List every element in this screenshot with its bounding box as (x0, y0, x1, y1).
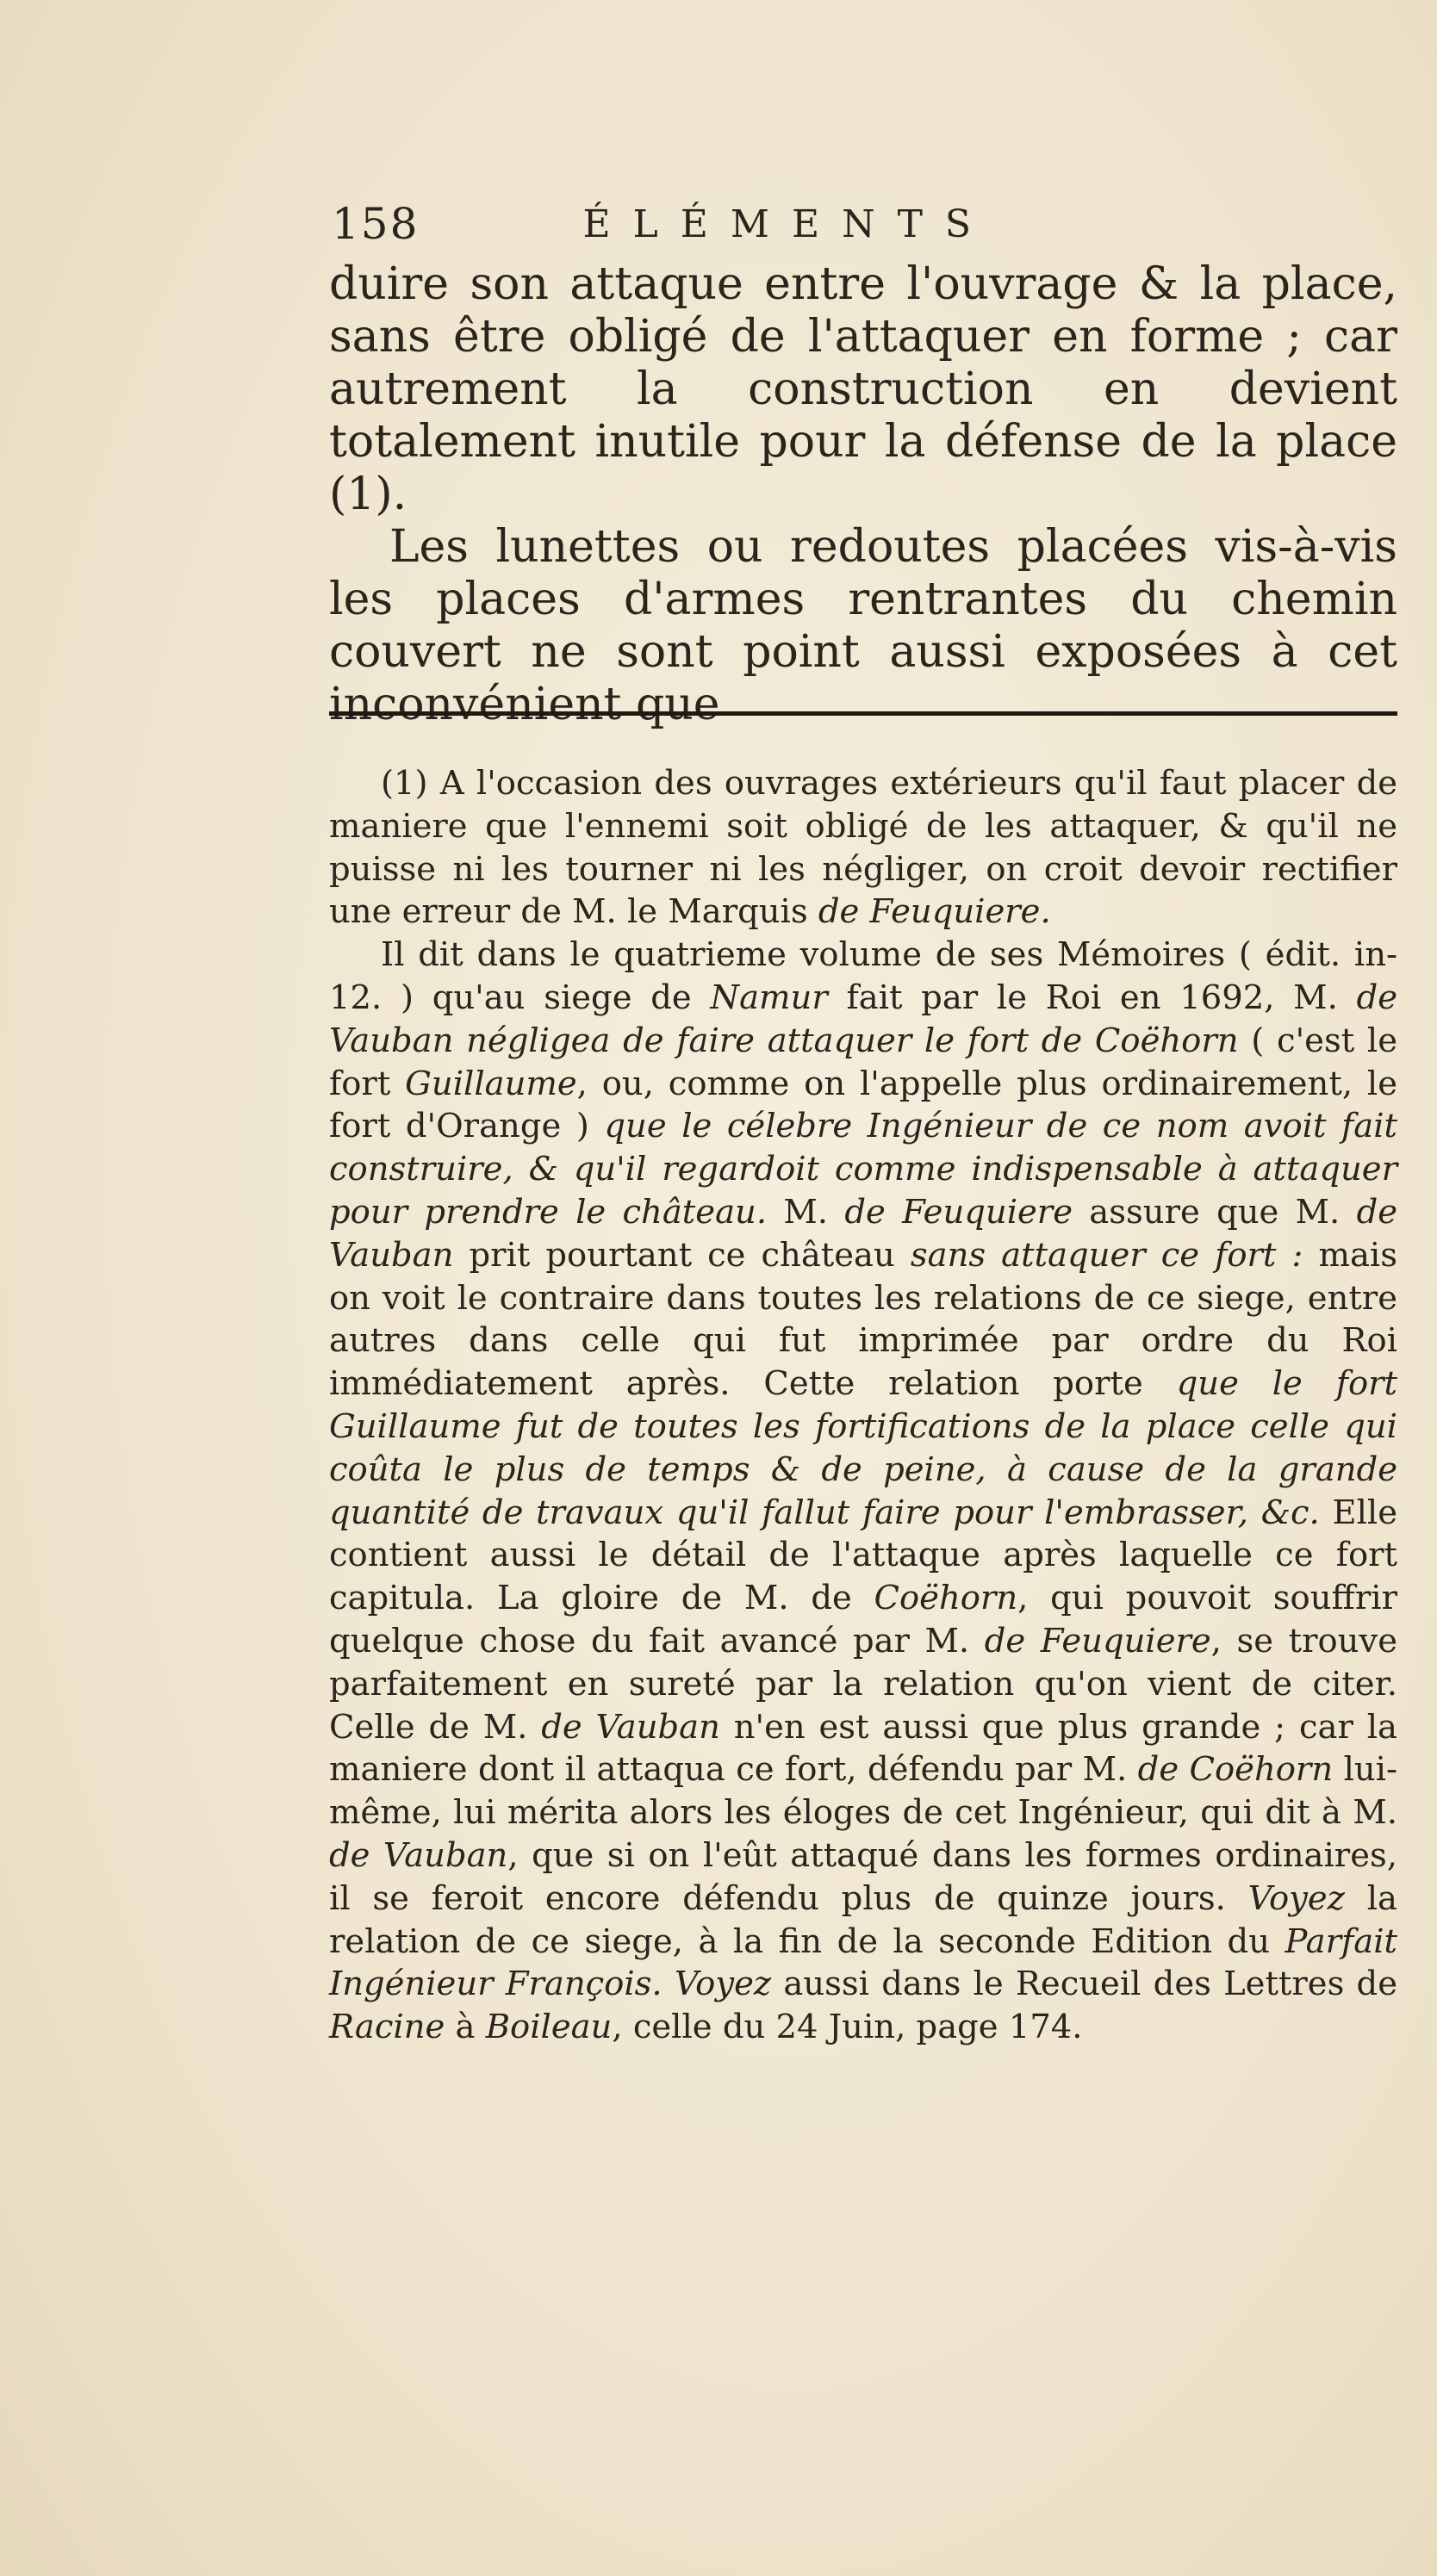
footnote-text: (1) A l'occasion des ouvrages extérieurs qu'il faut placer de maniere que l'ennemi soit obligé de les attaquer, & qu'il ne puisse ni les tourner ni les négliger, on croit devoir rectifier une erreur de M. le Marquis (329, 764, 1397, 932)
paragraph-2: Les lunettes ou redoutes placées vis-à-vis les places d'armes rentrantes du chemin couvert ne sont point aussi exposées à cet inconvénient que (329, 521, 1397, 730)
footnote-italic: Voyez (1247, 1878, 1345, 1918)
running-head: ÉLÉMENTS (582, 202, 994, 246)
footnote-italic: de Feuquiere (984, 1621, 1211, 1660)
footnote-text: mais on voit le contraire dans toutes les relations de ce siege, entre autres dans celle qui fut imprimée par ordre du Roi immédiatement après. Cette relation porte (329, 1235, 1397, 1404)
footnote-text: aussi dans le Recueil des Lettres de (771, 1965, 1397, 2004)
footnote-text: la relation de ce siege, à la fin de la seconde Edition du (329, 1878, 1397, 1961)
footnote-text: Il dit dans le quatrieme volume de ses Mémoires ( édit. in-12. ) qu'au siege de (329, 935, 1397, 1017)
footnote-italic: Racine (329, 2008, 445, 2047)
footnote-italic: que le fort Guillaume fut de toutes les fortifications de la place celle qui coûta le plus de temps & de peine, à cause de la grande quantité de travaux qu'il fallut faire pour l'embrasser, &c. (329, 1364, 1398, 1532)
footnote-text: , celle du 24 Juin, page 174. (612, 2008, 1083, 2047)
footnote-italic: de Vauban négligea de faire attaquer le fort de Coëhorn (329, 978, 1397, 1060)
footnote-divider (329, 711, 1397, 716)
footnote-1 (329, 762, 1397, 934)
footnote-text: n'en est aussi que plus grande ; car la maniere dont il attaqua ce fort, défendu par M. (329, 1707, 1397, 1790)
footnote-text: fait par le Roi en 1692, M. (827, 978, 1357, 1017)
footnote-text: lui-même, lui mérita alors les éloges de cet Ingénieur, qui dit à M. (329, 1750, 1398, 1833)
paragraph-1: duire son attaque entre l'ouvrage & la place, sans être obligé de l'attaquer en forme ; car autrement la construction en devient totalement inutile pour la défense de la place (1). (329, 258, 1397, 520)
footnote-2 (329, 934, 1397, 2049)
footnote-text: prit pourtant ce château (453, 1235, 911, 1275)
footnote-text: , que si on l'eût attaqué dans les formes ordinaires, il se feroit encore défendu plus de quinze jours. (329, 1835, 1397, 1918)
footnote-italic: de Coëhorn (1137, 1750, 1334, 1790)
footnote-text: , qui pouvoit souffrir quelque chose du fait avancé par M. (329, 1579, 1397, 1660)
footnote-text: assure que M. (1073, 1192, 1357, 1232)
footnote-text: ( c'est le fort (329, 1021, 1397, 1103)
footnote-text: Elle contient aussi le détail de l'attaque après laquelle ce fort capitula. La gloire de M. de (329, 1493, 1397, 1618)
footnote-italic: de Vauban (329, 1835, 508, 1875)
footnote-text: , ou, comme on l'appelle plus ordinairement, le fort d'Orange ) (329, 1064, 1397, 1146)
footnote-italic: Guillaume (405, 1064, 577, 1103)
footnote-text: M. (767, 1192, 845, 1232)
footnote-italic: Parfait Ingénieur François. (329, 1921, 1397, 2004)
main-text (329, 258, 1397, 731)
footnote-text: , se trouve parfaitement en sureté par la relation qu'on vient de citer. Celle de M. (329, 1621, 1397, 1747)
footnote-italic: Voyez (674, 1965, 772, 2004)
footnote-italic: de Vauban (541, 1707, 720, 1747)
footnote-italic: que le célebre Ingénieur de ce nom avoit fait construire, & qu'il regardoit comme indispensable à attaquer pour prendre le château. (329, 1107, 1397, 1232)
footnote-italic: Namur (710, 978, 828, 1017)
footnote-italic: Coëhorn (874, 1579, 1018, 1618)
footnote-text: à (445, 2008, 486, 2047)
footnote-italic: Boileau (485, 2008, 613, 2047)
footnote-italic: sans attaquer ce fort : (910, 1235, 1303, 1275)
footnote-italic: de Feuquiere. (818, 892, 1051, 932)
page-header (332, 194, 1081, 254)
footnote-italic: de Vauban (329, 1192, 1397, 1275)
footnote-text (663, 1965, 675, 2003)
page-number: 158 (332, 199, 420, 249)
footnote-italic: de Feuquiere (844, 1192, 1073, 1232)
footnotes (329, 762, 1397, 2049)
